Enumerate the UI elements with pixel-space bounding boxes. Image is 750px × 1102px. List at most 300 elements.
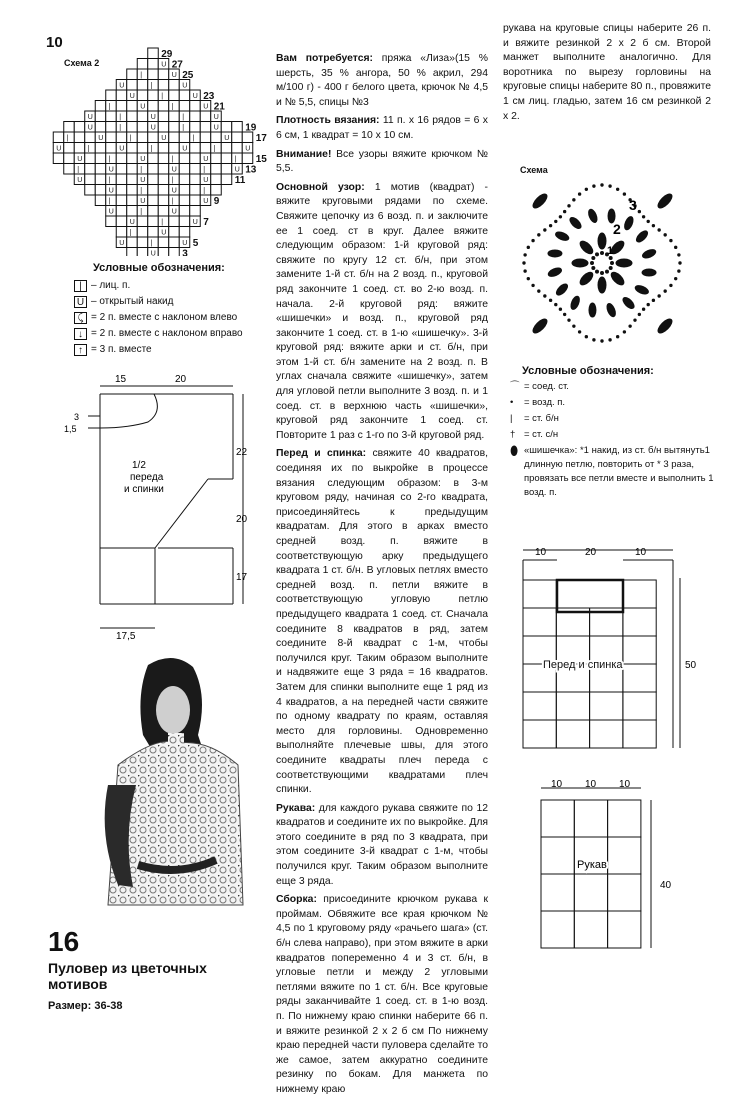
sleeve-grid-diagram bbox=[515, 778, 715, 958]
chart-cell bbox=[137, 206, 148, 217]
chart-symbol: | bbox=[140, 166, 143, 174]
chart-symbol: | bbox=[150, 82, 153, 90]
motif-edge-stitch bbox=[573, 199, 575, 201]
chart-symbol: U bbox=[150, 114, 156, 121]
chart-cell bbox=[127, 80, 138, 91]
motif-outer-bobble bbox=[623, 215, 635, 231]
chart-cell bbox=[179, 164, 190, 175]
chart-cell bbox=[242, 132, 253, 143]
neckline-square bbox=[557, 580, 623, 612]
chart-cell bbox=[169, 153, 180, 164]
chart-symbol: | bbox=[182, 114, 185, 121]
dim-22: 22 bbox=[236, 447, 248, 458]
chart-cell bbox=[106, 111, 117, 122]
instructions-column bbox=[276, 52, 488, 1102]
chart-symbol: U bbox=[119, 145, 125, 153]
bobble-icon: ⬮ bbox=[510, 443, 519, 458]
chart-cell bbox=[137, 216, 148, 227]
chart-cell bbox=[127, 195, 138, 206]
motif-edge-stitch bbox=[664, 234, 666, 236]
motif-edge-stitch bbox=[670, 284, 672, 286]
chart-cell bbox=[232, 132, 243, 143]
chart-symbol: | bbox=[182, 124, 185, 132]
chart-cell bbox=[148, 132, 159, 143]
chart-cell bbox=[116, 185, 127, 196]
chart-cell bbox=[232, 153, 243, 164]
chart-row-label: 23 bbox=[203, 91, 215, 102]
motif-edge-stitch bbox=[578, 193, 580, 195]
chart-cell bbox=[190, 132, 201, 143]
body-dim-2: 20 bbox=[585, 547, 597, 558]
k2tog-right-icon: ↓ bbox=[74, 328, 87, 340]
chart-symbol: U bbox=[77, 177, 83, 184]
chart-cell bbox=[148, 59, 159, 70]
body-square bbox=[556, 720, 589, 748]
chart-cell bbox=[190, 101, 201, 112]
section-front-back: Перед и спинка: свяжите 40 квадратов, соединяя их по выкройке в процессе вязания следующим образом: в 3-м круговом ряду, начиная со 2-го квадрата, присоединяйтесь к предыдущим квадратам. Для этого в арках вместо средней возд. п. вяжите в соответствующую арку предыдущего квадрата 1 ст. б/н. В угловых петлях вместо средней возд. п. петли вяжите в соответствующую угловую петлю предыдущего квадрата 1 соед. ст. Сначала соедините 8 квадратов в ряд, затем соедините 8-й квадрат с 1-м, чтобы получился круг. Таким образом выполните и надвяжите еще 3 ряда = 16 квадратов. Затем для спинки выполните еще 1 ряд из 4 квадратов, а на передней части свяжите по одному квадрату по краям, оставляя место для горловины. Одновременно выполняйте плечевые швы, для этого соедините квадраты плеч переда с соответствующими квадратами плеч спинки. bbox=[276, 448, 488, 796]
chart-symbol: | bbox=[119, 114, 122, 121]
chain-stitch-icon: • bbox=[510, 397, 514, 408]
chart-cell bbox=[127, 122, 138, 133]
chart-cell bbox=[137, 164, 148, 175]
chart-symbol: U bbox=[119, 240, 125, 247]
motif-edge-stitch bbox=[563, 313, 565, 315]
chart-symbol: U bbox=[87, 124, 93, 132]
chart-cell bbox=[95, 185, 106, 196]
chart-cell bbox=[158, 195, 169, 206]
chart-symbol: U bbox=[77, 156, 83, 163]
chart-cell bbox=[169, 90, 180, 101]
chart-cell bbox=[106, 101, 117, 112]
body-square bbox=[623, 692, 656, 720]
chart-cell bbox=[95, 174, 106, 185]
motif-edge-stitch bbox=[563, 210, 565, 212]
body-square bbox=[623, 608, 656, 636]
chart-cell bbox=[200, 132, 211, 143]
motif-edge-stitch bbox=[679, 262, 681, 264]
chart-cell bbox=[74, 143, 85, 154]
chart-cell bbox=[116, 90, 127, 101]
motif-outer-bobble bbox=[587, 208, 599, 224]
chart-cell bbox=[190, 153, 201, 164]
chart-cell bbox=[179, 185, 190, 196]
chart-symbol: | bbox=[171, 156, 174, 163]
chart-cell bbox=[95, 153, 106, 164]
chart-cell bbox=[137, 248, 148, 257]
motif-edge-stitch bbox=[675, 246, 677, 248]
chart-cell bbox=[158, 90, 169, 101]
chart-symbol: | bbox=[234, 156, 237, 163]
chart-cell bbox=[95, 111, 106, 122]
chart-cell bbox=[169, 101, 180, 112]
chart-cell bbox=[106, 132, 117, 143]
chart-symbol: U bbox=[171, 187, 177, 195]
motif-legend-dc: † = ст. с/н bbox=[510, 429, 559, 440]
chart-cell bbox=[179, 216, 190, 227]
chart-row-label: 13 bbox=[245, 164, 257, 176]
project-title-line2: мотивов bbox=[48, 976, 108, 992]
chart-symbol: | bbox=[150, 240, 153, 247]
section-main-pattern: Основной узор: 1 мотив (квадрат) - вяжите круговыми рядами по схеме. Свяжите цепочку из 6 возд. п. и заключите ее 1 соед. ст в круг. Далее вяжите следующим образом: 1-й круговой ряд: свяжите по кругу 12 ст. б/н, при этом замените 1-й ст. б/н на 2 возд. п., круговой ряд закончите 1 соед. ст. во 2-ю возд. п. начала. 2-й круговой ряд: вяжите «шишечки» и возд. п., круговой ряд закончите 1 соед. ст. в 1-ю «шишечку». 3-й круговой ряд: вяжите арки и ст. б/н, при этом 1-й ст. б/н замените на 2 возд. п. В углах сначала свяжите «шишечку», затем для угловой петли выполните 3 возд. п. и 1 соед. ст. в верхнюю часть «шишечки», круговой ряд закончите 1 соед. ст. Повторите 1 раз с 1-го по 3-й круговой ряд. bbox=[276, 181, 488, 441]
section-assembly: Сборка: присоедините крючком рукава к проймам. Обвяжите все края крючком № 4,5 по 1 круговому ряду «рачьего шага» (ст. б/н слева направо), при этом вяжите в арки квадратов попеременно 4 и 3 ст. б/н, в угловые петли и между 2 угловыми петлями вяжите по 1 ст. б/н. Все круговые ряды заканчивайте 1 соед. ст. в 1-ю возд. п. По нижнему краю спинки наберите 66 п. и вяжите резинкой 2 х 2 б см По нижнему краю передней части пуловера сделайте то же самое, затем аккуратно соедините резинку по бокам. Для манжета по нижнему краю bbox=[276, 894, 488, 1095]
body-grid-diagram bbox=[515, 540, 715, 755]
dim-17: 17 bbox=[236, 572, 248, 583]
sleeve-square bbox=[574, 800, 607, 837]
chart-symbol: U bbox=[171, 166, 177, 174]
chart-symbol: | bbox=[129, 135, 132, 142]
chart-cell bbox=[95, 122, 106, 133]
motif-chain bbox=[601, 252, 604, 255]
chart-cell bbox=[221, 164, 232, 175]
chart-cell bbox=[211, 153, 222, 164]
chart-cell bbox=[85, 153, 96, 164]
body-square bbox=[623, 720, 656, 748]
chart-cell bbox=[169, 80, 180, 91]
pattern-label-1: 1/2 bbox=[132, 460, 146, 471]
chart-cell bbox=[137, 69, 148, 80]
dim-top-right: 20 bbox=[175, 374, 187, 385]
chart-cell bbox=[148, 174, 159, 185]
body-square bbox=[523, 580, 556, 608]
chart-cell bbox=[221, 153, 232, 164]
motif-legend-bobble: ⬮ «шишечка»: *1 накид, из ст. б/н вытянуть1 длинную петлю, повторить от * 3 раза, провязать все петли вместе и выполнить 1 возд. п. bbox=[510, 443, 714, 498]
chart-cell bbox=[116, 132, 127, 143]
chart-cell bbox=[158, 164, 169, 175]
motif-chain bbox=[611, 262, 614, 265]
chart-symbol: U bbox=[108, 166, 114, 174]
body-square bbox=[523, 608, 556, 636]
motif-edge-stitch bbox=[578, 331, 580, 333]
chart-row-label: 5 bbox=[192, 238, 199, 249]
chart-cell bbox=[179, 206, 190, 217]
motif-edge-stitch bbox=[678, 270, 680, 272]
chart-row-label: 7 bbox=[203, 217, 209, 228]
motif-edge-stitch bbox=[538, 234, 540, 236]
motif-edge-stitch bbox=[623, 193, 625, 195]
motif-edge-stitch bbox=[638, 210, 640, 212]
chart-cell bbox=[148, 80, 159, 91]
chart-cell bbox=[95, 195, 106, 206]
chart-cell bbox=[179, 122, 190, 133]
chart-cell bbox=[221, 143, 232, 154]
chart-symbol: | bbox=[150, 145, 153, 153]
chart-symbol: U bbox=[203, 156, 209, 163]
sleeve-square bbox=[541, 874, 574, 911]
chart-cell bbox=[158, 143, 169, 154]
motif-outer-bobble bbox=[605, 302, 617, 318]
motif-chain bbox=[596, 270, 599, 273]
motif-legend-slip: ⌒ = соед. ст. bbox=[510, 381, 569, 392]
chart-cell bbox=[137, 80, 148, 91]
chart-symbol: U bbox=[203, 177, 209, 184]
chart-cell bbox=[53, 132, 64, 143]
chart-cell bbox=[158, 185, 169, 196]
chart-symbol: | bbox=[203, 187, 206, 195]
motif-bobble bbox=[598, 233, 606, 249]
chart-cell bbox=[137, 111, 148, 122]
chart-cell bbox=[179, 153, 190, 164]
chart-symbol: U bbox=[150, 124, 156, 132]
chart-row-label: 15 bbox=[255, 154, 267, 165]
legend-item-k2tog-left: ⤹ = 2 п. вместе с наклоном влево bbox=[74, 310, 243, 326]
chart-cell bbox=[127, 153, 138, 164]
sleeve-square bbox=[608, 837, 641, 874]
body-square bbox=[523, 692, 556, 720]
motif-chain bbox=[592, 257, 595, 260]
chart-symbol: | bbox=[108, 177, 111, 184]
chart-cell bbox=[179, 174, 190, 185]
motif-round-2: 2 bbox=[613, 221, 621, 237]
chart-symbol: U bbox=[213, 114, 219, 121]
chart-cell bbox=[53, 153, 64, 164]
motif-edge-stitch bbox=[555, 220, 557, 222]
motif-edge-stitch bbox=[678, 254, 680, 256]
motif-edge-stitch bbox=[568, 319, 570, 321]
motif-edge-stitch bbox=[616, 336, 618, 338]
chart-symbol: U bbox=[119, 82, 125, 90]
chart-row-label: 3 bbox=[182, 248, 188, 256]
chart-cell bbox=[116, 122, 127, 133]
motif-edge-stitch bbox=[601, 184, 603, 186]
single-crochet-icon: | bbox=[510, 413, 513, 424]
chart-cell bbox=[127, 101, 138, 112]
chart-symbol: | bbox=[66, 135, 69, 142]
body-square bbox=[623, 664, 656, 692]
chart-cell bbox=[137, 90, 148, 101]
chart-cell bbox=[158, 248, 169, 257]
chart-cell bbox=[127, 174, 138, 185]
chart-cell bbox=[200, 164, 211, 175]
chart-symbol: U bbox=[87, 114, 93, 121]
motif-edge-stitch bbox=[544, 229, 546, 231]
motif-title: Схема bbox=[520, 165, 548, 175]
motif-chain bbox=[606, 270, 609, 273]
sleeve-square bbox=[608, 911, 641, 948]
legend-item-knit: | – лиц. п. bbox=[74, 278, 243, 294]
chart-cell bbox=[158, 101, 169, 112]
chart-symbol: | bbox=[87, 145, 90, 153]
sleeve-height: 40 bbox=[660, 880, 672, 891]
chart-cell bbox=[200, 122, 211, 133]
chart-cell bbox=[127, 143, 138, 154]
motif-edge-stitch bbox=[609, 339, 611, 341]
chart-cell bbox=[200, 111, 211, 122]
chart-cell bbox=[116, 174, 127, 185]
chart-cell bbox=[158, 216, 169, 227]
chart-cell bbox=[158, 174, 169, 185]
chart-cell bbox=[116, 227, 127, 238]
chart-cell bbox=[200, 143, 211, 154]
motif-edge-stitch bbox=[549, 224, 551, 226]
chart-cell bbox=[169, 248, 180, 257]
chart-cell bbox=[127, 206, 138, 217]
chart-symbol: U bbox=[161, 135, 167, 142]
chart-cell bbox=[148, 164, 159, 175]
section-gauge: Плотность вязания: 11 п. х 16 рядов = 6 х 6 см, 1 квадрат = 10 х 10 см. bbox=[276, 115, 488, 141]
chart-symbol: | bbox=[140, 72, 143, 79]
chart-cell bbox=[116, 111, 127, 122]
chart-cell bbox=[127, 164, 138, 175]
dim-20: 20 bbox=[236, 514, 248, 525]
chart-cell bbox=[169, 216, 180, 227]
motif-edge-stitch bbox=[527, 277, 529, 279]
chart-cell bbox=[190, 164, 201, 175]
motif-outer-bobble bbox=[642, 269, 656, 276]
chart-cell bbox=[106, 195, 117, 206]
pattern-label-3: и спинки bbox=[124, 484, 164, 495]
motif-outer-bobble bbox=[589, 303, 596, 317]
motif-diagram bbox=[515, 176, 690, 356]
motif-round-1: 1 bbox=[607, 245, 614, 257]
chart-symbol: U bbox=[192, 93, 198, 100]
chart-cell bbox=[179, 227, 190, 238]
motif-edge-stitch bbox=[524, 270, 526, 272]
chart-symbol: | bbox=[119, 124, 122, 132]
chart-cell bbox=[116, 195, 127, 206]
chart-symbol: U bbox=[182, 82, 188, 90]
motif-chain bbox=[591, 262, 594, 265]
chart-symbol: | bbox=[108, 103, 111, 111]
chart-symbol: | bbox=[108, 156, 111, 163]
body-square bbox=[590, 692, 623, 720]
motif-legend-title: Условные обозначения: bbox=[522, 365, 654, 377]
chart-cell bbox=[127, 132, 138, 143]
chart-cell bbox=[179, 90, 190, 101]
chart-cell bbox=[85, 132, 96, 143]
motif-outer-bobble bbox=[547, 266, 563, 278]
chart-cell bbox=[190, 111, 201, 122]
body-dim-1: 10 bbox=[535, 547, 547, 558]
chart-cell bbox=[221, 122, 232, 133]
chart-cell bbox=[232, 122, 243, 133]
motif-chain bbox=[601, 272, 604, 275]
chart-cell bbox=[106, 90, 117, 101]
chart-cell bbox=[85, 143, 96, 154]
dim-top-left: 15 bbox=[115, 374, 127, 385]
motif-edge-stitch bbox=[549, 299, 551, 301]
chart-symbol: U bbox=[182, 145, 188, 153]
chart-cell bbox=[148, 237, 159, 248]
motif-outer-bobble bbox=[635, 229, 650, 244]
knit-stitch-icon: | bbox=[74, 280, 87, 292]
chart-cell bbox=[106, 216, 117, 227]
sleeve-square bbox=[541, 800, 574, 837]
motif-edge-stitch bbox=[532, 239, 534, 241]
chart-cell bbox=[116, 216, 127, 227]
legend-item-k3tog: ↑ = 3 п. вместе bbox=[74, 342, 243, 358]
chart-symbol: | bbox=[171, 177, 174, 184]
chart-cell bbox=[211, 174, 222, 185]
chart-cell bbox=[148, 143, 159, 154]
chart-cell bbox=[190, 195, 201, 206]
motif-edge-stitch bbox=[523, 262, 525, 264]
model-photo bbox=[98, 655, 248, 910]
chart-cell bbox=[74, 132, 85, 143]
project-size: Размер: 36-38 bbox=[48, 1000, 123, 1012]
chart-cell bbox=[106, 122, 117, 133]
chart-cell bbox=[169, 143, 180, 154]
scheme2-title: Схема 2 bbox=[64, 58, 100, 68]
chart-cell bbox=[116, 206, 127, 217]
chart-cell bbox=[179, 132, 190, 143]
sleeve-dim-3: 10 bbox=[619, 779, 631, 790]
section-attention: Внимание! Все узоры вяжите крючком № 5,5. bbox=[276, 148, 488, 175]
motif-edge-stitch bbox=[675, 277, 677, 279]
motif-edge-stitch bbox=[568, 205, 570, 207]
chart-cell bbox=[190, 122, 201, 133]
chart-cell bbox=[137, 132, 148, 143]
chart-cell bbox=[179, 111, 190, 122]
chart-cell bbox=[137, 237, 148, 248]
chart-row-label: 29 bbox=[161, 49, 173, 60]
motif-edge-stitch bbox=[593, 185, 595, 187]
motif-edge-stitch bbox=[647, 303, 649, 305]
motif-outer-bobble bbox=[569, 295, 581, 311]
motif-edge-stitch bbox=[647, 220, 649, 222]
chart-symbol: U bbox=[140, 198, 146, 205]
chart-cell bbox=[158, 111, 169, 122]
chart-cell bbox=[169, 111, 180, 122]
chart-cell bbox=[148, 206, 159, 217]
motif-chain bbox=[596, 253, 599, 256]
chart-cell bbox=[190, 174, 201, 185]
chart-cell bbox=[137, 59, 148, 70]
chart-cell bbox=[169, 122, 180, 133]
motif-bobble bbox=[578, 239, 595, 256]
chart-cell bbox=[95, 143, 106, 154]
motif-edge-stitch bbox=[652, 224, 654, 226]
chart-symbol: U bbox=[182, 240, 188, 247]
chart-cell bbox=[148, 227, 159, 238]
chart-cell bbox=[211, 185, 222, 196]
section-sleeves: Рукава: для каждого рукава свяжите по 12 квадратов и соедините их по выкройке. Для этого соедините в ряд по 3 квадрата, при этом соедините 3-й квадрат с 1-м, чтобы получился круг. Таким образом выполните еще 3 ряда. bbox=[276, 802, 489, 887]
motif-corner-bobble bbox=[531, 317, 549, 335]
motif-outer-bobble bbox=[555, 282, 570, 297]
chart-symbol: U bbox=[171, 208, 177, 216]
chart-cell bbox=[127, 237, 138, 248]
motif-corner-bobble bbox=[656, 192, 674, 210]
chart-cell bbox=[242, 153, 253, 164]
chart-cell bbox=[148, 48, 159, 59]
project-number: 16 bbox=[48, 926, 80, 957]
chart-cell bbox=[179, 195, 190, 206]
body-height: 50 bbox=[685, 660, 697, 671]
chart-cell bbox=[137, 185, 148, 196]
right-text: рукава на круговые спицы наберите 26 п. и вяжите резинкой 2 х 2 б см. Второй манжет выполните аналогично. Для воротника по вырезу горловины на круговые спицы наберите 80 п., провяжите 1 см лиц. гладью, затем 16 см резинкой 2 х 2. bbox=[503, 23, 711, 122]
chart-symbol: U bbox=[234, 166, 240, 174]
motif-outer-bobble bbox=[554, 230, 570, 242]
chart-symbol: U bbox=[224, 135, 230, 142]
chart-cell bbox=[200, 185, 211, 196]
chart-symbol: U bbox=[203, 198, 209, 205]
motif-edge-stitch bbox=[623, 331, 625, 333]
chart-symbol: U bbox=[98, 135, 104, 142]
project-title-line1: Пуловер из цветочных bbox=[48, 960, 207, 976]
chart-cell bbox=[190, 206, 201, 217]
motif-edge-stitch bbox=[642, 308, 644, 310]
chart-cell bbox=[116, 101, 127, 112]
motif-bobble bbox=[616, 259, 632, 267]
chart-cell bbox=[106, 174, 117, 185]
chart-cell bbox=[64, 153, 75, 164]
chart-cell bbox=[127, 69, 138, 80]
page-number: 10 bbox=[46, 34, 63, 51]
chart-cell bbox=[85, 185, 96, 196]
chart-row-label: 11 bbox=[234, 175, 246, 186]
chart-symbol: U bbox=[203, 103, 209, 111]
chart-symbol: | bbox=[140, 208, 143, 216]
chart-cell bbox=[158, 80, 169, 91]
